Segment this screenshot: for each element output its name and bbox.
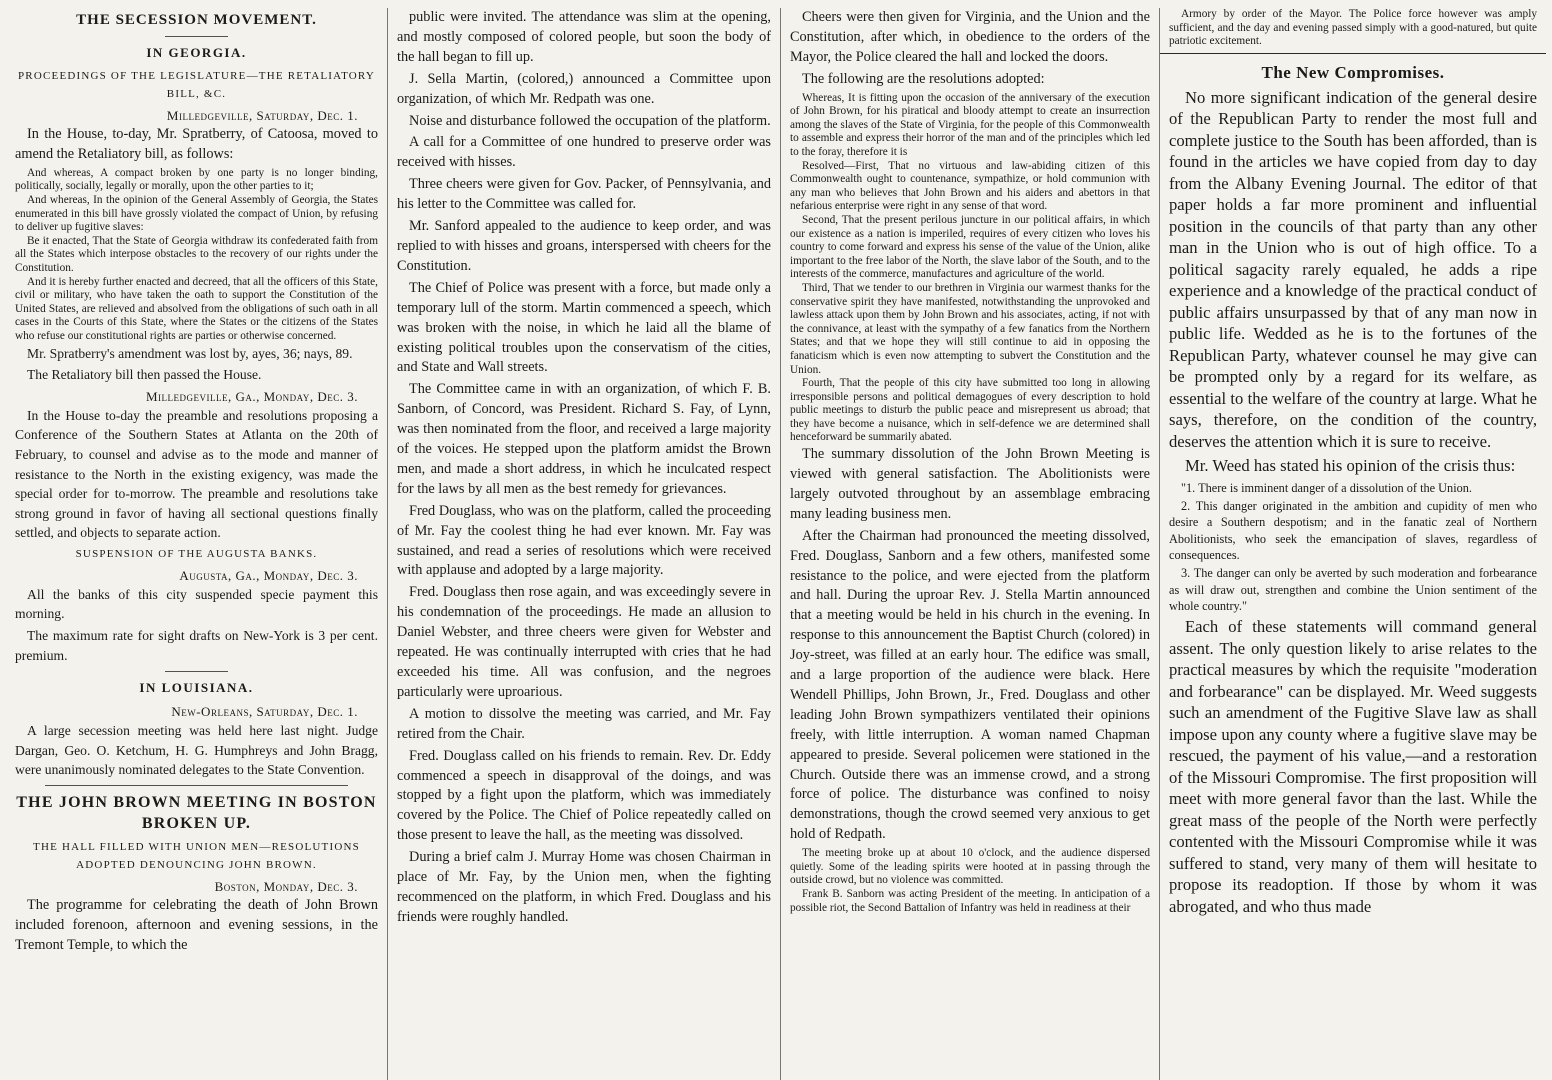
- quoted-item: 3. The danger can only be averted by such moderation and forbearance as will draw out, strengthen and combine the Union sentiment of the whole country.": [1169, 566, 1537, 613]
- paragraph: Mr. Spratberry's amendment was lost by, ayes, 36; nays, 89.: [27, 345, 353, 361]
- fine-print-paragraph: Frank B. Sanborn was acting President of the meeting. In anticipation of a possible riot, the Second Battalion of Infantry was held in readiness at their: [790, 887, 1150, 914]
- fine-print-paragraph: And whereas, A compact broken by one party is no longer binding, politically, socially, legally or morally, upon the other parties to it;: [15, 166, 378, 193]
- paragraph: Noise and disturbance followed the occupation of the platform.: [409, 112, 771, 129]
- fine-print-paragraph: The meeting broke up at about 10 o'clock, and the audience dispersed quietly. Some of the leading spirits were hooted at in passing through the outside crowd, but no violence was committed.: [790, 847, 1150, 887]
- column-divider-rule: [165, 671, 228, 672]
- paragraph: In the House to-day the preamble and resolutions proposing a Conference of the Southern States at Atlanta on the 20th of February, to counsel and advise as to the mode and manner of resistance to the North in the existing exigency, was made the special order for to-morrow. The preamble and resolutions take strong ground in favor of having all sectional questions finally settled, and objects to separate action.: [15, 407, 378, 541]
- paragraph: All the banks of this city suspended specie payment this morning.: [15, 586, 378, 622]
- subheading: SUSPENSION OF THE AUGUSTA BANKS.: [75, 547, 318, 560]
- dateline: Boston, Monday, Dec. 3.: [214, 879, 358, 895]
- dateline: New-Orleans, Saturday, Dec. 1.: [171, 704, 358, 720]
- article-title: The New Compromises.: [1261, 62, 1445, 82]
- fine-print-paragraph: Second, That the present perilous juncture in our political affairs, in which our existence as a nation is imperiled, requires of every citizen who loves his country to come forward and express his sense of the value of the Union, alike important to the free labor of the North, the slave labor of the South, and to the interests of the commerce, manufactures and agriculture of the world.: [790, 213, 1150, 281]
- fine-print-paragraph: Resolved—First, That no virtuous and law-abiding citizen of this Commonwealth ought to countenance, sympathize, or hold communion with any man who believes that John Brown and his aiders and abettors in that nefarious enterprise were right in any sense of that word.: [790, 159, 1150, 213]
- paragraph: The maximum rate for sight drafts on New-York is 3 per cent. premium.: [15, 628, 378, 663]
- dateline: Milledgeville, Saturday, Dec. 1.: [166, 108, 358, 123]
- editorial-paragraph: Each of these statements will command general assent. The only question likely to arise relates to the practical measures by which the requisite "moderation and forbearance" can be displayed. Mr. Weed suggests such an amendment of the Fugitive Slave law as shall impose upon any county where a fugitive slave may be rescued, the payment of his value,—and a restoration of the Missouri Compromise. The first proposition will meet with more general favor than the last. While the great mass of the people of the North were perfectly contented with the Missouri Compromise while it was suffered to stand, very many of them will hesitate to propose its readoption. If those by whom it was abrogated, and who thus made: [1169, 617, 1537, 916]
- fine-print-paragraph: And it is hereby further enacted and decreed, that all the officers of this State, civil or military, who have taken the oath to support the Constitution of the United States, are relieved and absolved from the obligations of such oath in all cases in the Courts of this State, where the States or the citizens of the States who refuse our constitutional rights are parties or otherwise concerned.: [15, 275, 378, 342]
- section-heading: IN LOUISIANA.: [139, 680, 254, 696]
- paragraph: J. Sella Martin, (colored,) announced a Committee upon organization, of which Mr. Redpath was one.: [397, 70, 771, 107]
- paragraph: A call for a Committee of one hundred to preserve order was received with hisses.: [397, 134, 771, 171]
- paragraph: During a brief calm J. Murray Home was chosen Chairman in place of Mr. Fay, by the Union men, when the fighting recommenced on the platform, in which Fred. Douglass and his friends were roughly handled.: [397, 849, 771, 925]
- fine-print-paragraph: Armory by order of the Mayor. The Police force however was amply sufficient, and the day and evening passed simply with a good-natured, but quite patriotic excitement.: [1169, 8, 1537, 48]
- paragraph: Fred Douglass, who was on the platform, called the proceeding of Mr. Fay the coolest thing he had ever known. Mr. Fay was sustained, and read a series of resolutions which were received with applause and adopted by a large majority.: [397, 502, 771, 579]
- subheading: THE HALL FILLED WITH UNION MEN—RESOLUTIONS ADOPTED DENOUNCING JOHN BROWN.: [33, 841, 360, 872]
- quoted-item: 2. This danger originated in the ambition and cupidity of men who desire a Southern despotism; and in the fanatic zeal of Northern Abolitionists, who seek the emancipation of slaves, regardless of consequences.: [1169, 499, 1537, 562]
- paragraph: A motion to dissolve the meeting was carried, and Mr. Fay retired from the Chair.: [397, 705, 771, 742]
- paragraph: Fred. Douglass then rose again, and was exceedingly severe in his condemnation of the proceedings. He made an allusion to Daniel Webster, and three cheers were given for Webster and repeated. He was continually interrupted with cries that he had exceeded his time. All was confusion, and the negroes particularly were uproarious.: [397, 584, 771, 700]
- fine-print-paragraph: Fourth, That the people of this city have submitted too long in allowing irresponsible persons and political demagogues of every description to hold public meetings to disturb the public peace and misrepresent us abroad; that they have become a nuisance, which in self-defence we are determined shall henceforward be summarily abated.: [790, 377, 1150, 444]
- dateline: Milledgeville, Ga., Monday, Dec. 3.: [145, 388, 358, 404]
- fine-print-paragraph: Third, That we tender to our brethren in Virginia our warmest thanks for the conservative spirit they have manifested, notwithstanding the unprovoked and lawless attack upon them by John Brown and his associates, acting, if not with the connivance, at least with the sympathy of a few fanatics from the Northern States; and that we hope they will still continue to aid in opposing the fanaticism which is even now attempting to subvert the Constitution and the Union.: [790, 281, 1150, 376]
- paragraph: The summary dissolution of the John Brown Meeting is viewed with general satisfaction. The Abolitionists were largely outvoted throughout by an assemblage embracing many leading business men.: [790, 446, 1150, 522]
- dateline: Augusta, Ga., Monday, Dec. 3.: [179, 567, 358, 583]
- quoted-item: "1. There is imminent danger of a dissolution of the Union.: [1181, 480, 1472, 495]
- paragraph: In the House, to-day, Mr. Spratberry, of Catoosa, moved to amend the Retaliatory bill, as follows:: [15, 126, 378, 162]
- paragraph: A large secession meeting was held here last night. Judge Dargan, Geo. O. Ketchum, H. G. Humphreys and John Bragg, were unanimously nominated delegates to the State Convention.: [15, 723, 378, 778]
- column-divider-rule: [165, 36, 228, 37]
- paragraph: public were invited. The attendance was slim at the opening, and mostly composed of colored people, but soon the body of the hall began to fill up.: [397, 9, 771, 65]
- editorial-paragraph: No more significant indication of the general desire of the Republican Party to render the most full and complete justice to the South has been afforded, than is found in the articles we have copied from day to day from the Albany Evening Journal. The editor of that paper holds a far more prominent and influential position in the councils of that party than any other man in the Union who is out of high office. To a political sagacity rarely equaled, he adds a ripe experience and a knowledge of the practical conduct of public affairs unsurpassed by that of any man now in public life. Wedded as he is to the fortunes of the Republican Party, whatever counsel he may give can be prompted only by a regard for its welfare, as essential to the welfare of the country at large. What he says, therefore, on the condition of the country, deserves the attention which it is sure to receive.: [1169, 87, 1537, 451]
- fine-print-paragraph: Be it enacted, That the State of Georgia withdraw its confederated faith from all the States which interpose obstacles to the recovery of our rights under the Constitution.: [15, 234, 378, 274]
- paragraph: Mr. Sanford appealed to the audience to keep order, and was replied to with hisses and groans, interspersed with cheers for the Constitution.: [397, 218, 771, 274]
- paragraph: The Retaliatory bill then passed the House.: [27, 367, 262, 383]
- fine-print-paragraph: And whereas, In the opinion of the General Assembly of Georgia, the States enumerated in this bill have grossly violated the compact of Union, by refusing to deliver up fugitive slaves:: [15, 194, 378, 234]
- column-2: [388, 8, 781, 1080]
- paragraph: After the Chairman had pronounced the meeting dissolved, Fred. Douglass, Sanborn and a few others, manifested some resistance to the police, and were ejected from the platform and hall. During the uproar Rev. J. Stella Martin announced that a meeting would be held in his church in the evening. In response to this announcement the Baptist Church (colored) in Joy-street, was filled at an early hour. The edifice was small, and a large proportion of the audience were black. Here Wendell Phillips, John Brown, Jr., Fred. Douglass and other leading John Brown sympathizers ventilated their opinions freely, with little interruption. A woman named Chapman appeared to preside. Several policemen were stationed in the Church. Outside there was an immense crowd, and a strong force of police. The disturbance was confined to noisy demonstrations, though the crowd seemed very anxious to get hold of Redpath.: [790, 527, 1150, 843]
- paragraph: The programme for celebrating the death of John Brown included forenoon, afternoon and evening sessions, in the Tremont Temple, to which the: [15, 897, 378, 953]
- column-divider-rule: [1160, 53, 1546, 54]
- headline: THE JOHN BROWN MEETING IN BOSTON BROKEN UP.: [16, 794, 377, 833]
- paragraph: Three cheers were given for Gov. Packer, of Pennsylvania, and his letter to the Committee was called for.: [397, 176, 771, 213]
- paragraph: Fred. Douglass called on his friends to remain. Rev. Dr. Eddy commenced a speech in disapproval of the doings, and was stopped by a fight upon the platform, which was immediately covered by the Police. The Chief of Police repeatedly called on those present to leave the hall, as the meeting was dissolved.: [397, 747, 771, 844]
- headline: THE SECESSION MOVEMENT.: [76, 12, 317, 28]
- paragraph: The Committee came in with an organization, of which F. B. Sanborn, of Concord, was President. Richard S. Fay, of Lynn, was then nominated from the floor, and received a large majority of the voices. He stepped upon the platform amidst the Brown men, and made a short address, in which he inculcated respect for the laws by all men as the best remedy for grievances.: [397, 381, 771, 497]
- paragraph: Cheers were then given for Virginia, and the Union and the Constitution, after which, in obedience to the orders of the Mayor, the Police cleared the hall and locked the doors.: [790, 9, 1150, 65]
- editorial-paragraph: Mr. Weed has stated his opinion of the crisis thus:: [1185, 456, 1516, 476]
- paragraph: The following are the resolutions adopted:: [802, 70, 1045, 87]
- subheading: PROCEEDINGS OF THE LEGISLATURE—THE RETALIATORY BILL, &C.: [17, 70, 376, 100]
- column-3: [781, 8, 1160, 1080]
- column-divider-rule: [45, 785, 348, 786]
- fine-print-paragraph: Whereas, It is fitting upon the occasion of the anniversary of the execution of John Brown, for his piratical and bloody attempt to create an insurrection among the slaves of the State of Virginia, for the people of this Commonwealth to assemble and express their horror of the man and of the principles which led to the foray, therefore it is: [790, 91, 1150, 158]
- paragraph: The Chief of Police was present with a force, but made only a temporary lull of the storm. Martin commenced a speech, which was broken with the noise, in which he laid all the blame of existing political troubles upon the conservatism of the cities, and State and Wall streets.: [397, 279, 771, 376]
- column-4: [1160, 8, 1546, 1080]
- column-1: [6, 8, 388, 1080]
- section-heading: IN GEORGIA.: [146, 45, 247, 60]
